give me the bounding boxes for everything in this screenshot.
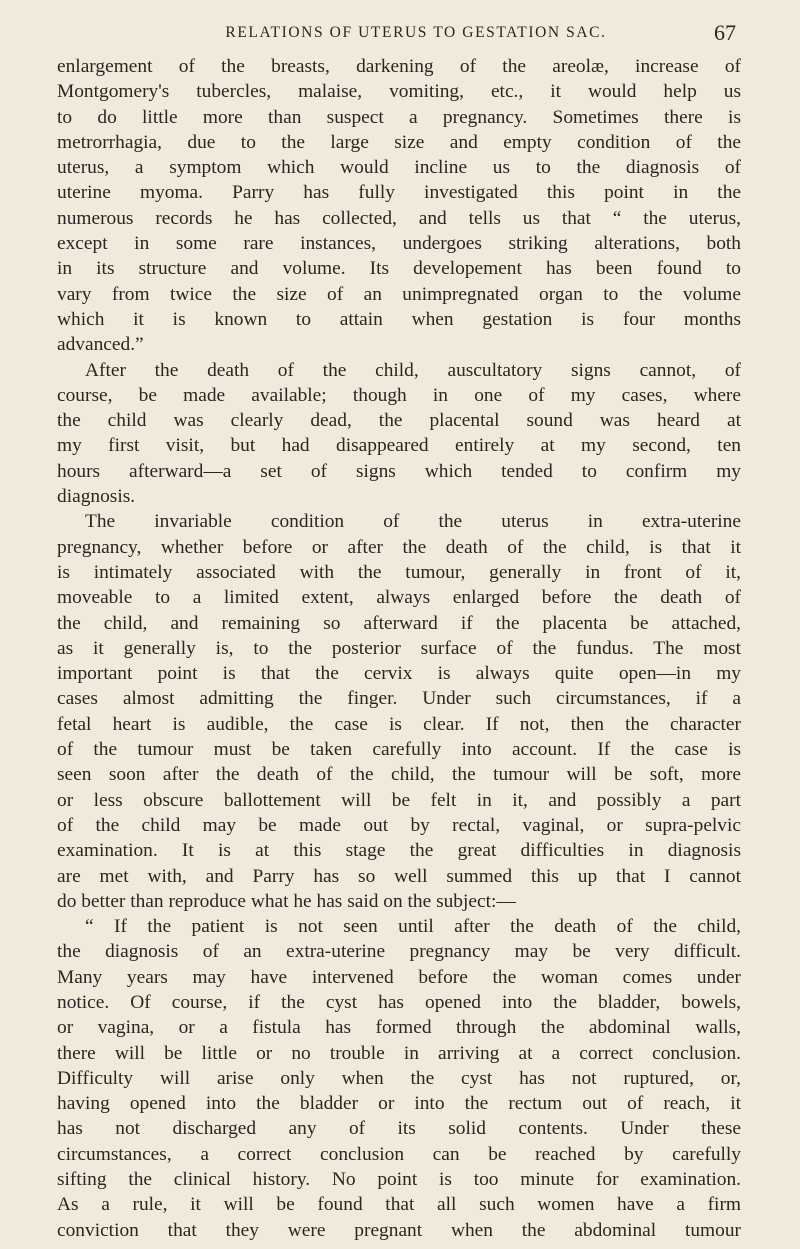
body-text [57, 54, 741, 1243]
text-line: do better than reproduce what he has said on the subject:— [57, 890, 516, 912]
text-line: After the death of the child, auscultatory signs cannot, of [85, 359, 741, 381]
text-line: or less obscure ballottement will be felt in it, and possibly a part [57, 789, 741, 811]
text-line: course, be made available; though in one of my cases, where [57, 384, 741, 406]
text-line: moveable to a limited extent, always enlarged before the death of [57, 587, 741, 609]
text-line: notice. Of course, if the cyst has opened into the bladder, bowels, [57, 991, 741, 1013]
text-line: hours afterward—a set of signs which tended to confirm my [57, 460, 741, 482]
text-line: of the child may be made out by rectal, vaginal, or supra-pelvic [57, 814, 741, 836]
text-line: diagnosis. [57, 486, 136, 508]
text-line: as it generally is, to the posterior surface of the fundus. The most [57, 637, 741, 659]
text-line: which it is known to attain when gestation is four months [57, 308, 741, 330]
page-header [96, 20, 736, 50]
text-line: uterus, a symptom which would incline us to the diagnosis of [57, 157, 741, 179]
text-line: Difficulty will arise only when the cyst has not ruptured, or, [57, 1067, 741, 1089]
text-line: “ If the patient is not seen until after the death of the child, [85, 916, 741, 938]
text-line: advanced.” [57, 334, 144, 356]
text-line: Many years may have intervened before the woman comes under [57, 966, 741, 988]
text-line: having opened into the bladder or into the rectum out of reach, it [57, 1093, 741, 1115]
text-line: is intimately associated with the tumour, generally in front of it, [57, 561, 741, 583]
text-line: vary from twice the size of an unimpregnated organ to the volume [57, 283, 741, 305]
text-line: uterine myoma. Parry has fully investigated this point in the [57, 182, 741, 204]
text-line: has not discharged any of its solid contents. Under these [57, 1118, 741, 1140]
text-line: conviction that they were pregnant when the abdominal tumour [57, 1219, 741, 1241]
text-line: are met with, and Parry has so well summed this up that I cannot [57, 865, 741, 887]
text-line: numerous records he has collected, and tells us that “ the uterus, [57, 207, 741, 229]
text-line: circumstances, a correct conclusion can be reached by carefully [57, 1143, 741, 1165]
text-line: fetal heart is audible, the case is clear. If not, then the character [57, 713, 741, 735]
text-line: my first visit, but had disappeared entirely at my second, ten [57, 435, 741, 457]
text-line: seen soon after the death of the child, the tumour will be soft, more [57, 764, 741, 786]
text-line: of the tumour must be taken carefully into account. If the case is [57, 739, 741, 761]
text-line: Montgomery's tubercles, malaise, vomiting, etc., it would help us [57, 81, 741, 103]
text-line: except in some rare instances, undergoes striking alterations, both [57, 233, 741, 255]
text-line: enlargement of the breasts, darkening of the areolæ, increase of [57, 56, 741, 77]
text-line: metrorrhagia, due to the large size and empty condition of the [57, 131, 741, 153]
text-line: there will be little or no trouble in arriving at a correct conclusion. [57, 1042, 741, 1064]
text-line: pregnancy, whether before or after the death of the child, is that it [57, 536, 741, 558]
text-line: the diagnosis of an extra-uterine pregnancy may be very difficult. [57, 941, 741, 963]
running-head: RELATIONS OF UTERUS TO GESTATION SAC. [225, 24, 607, 41]
text-line: examination. It is at this stage the great difficulties in diagnosis [57, 840, 741, 862]
text-line: to do little more than suspect a pregnancy. Sometimes there is [57, 106, 741, 128]
text-line: in its structure and volume. Its developement has been found to [57, 258, 741, 280]
text-line: cases almost admitting the finger. Under such circumstances, if a [57, 688, 741, 710]
text-line: As a rule, it will be found that all such women have a firm [57, 1194, 741, 1216]
page-number: 67 [714, 20, 736, 45]
text-line: The invariable condition of the uterus in extra-uterine [85, 511, 741, 533]
text-line: the child, and remaining so afterward if the placenta be attached, [57, 612, 741, 634]
text-line: sifting the clinical history. No point is too minute for examination. [57, 1169, 741, 1191]
text-line: or vagina, or a fistula has formed through the abdominal walls, [57, 1017, 741, 1039]
text-line: the child was clearly dead, the placental sound was heard at [57, 410, 741, 432]
text-line: important point is that the cervix is always quite open—in my [57, 663, 741, 685]
